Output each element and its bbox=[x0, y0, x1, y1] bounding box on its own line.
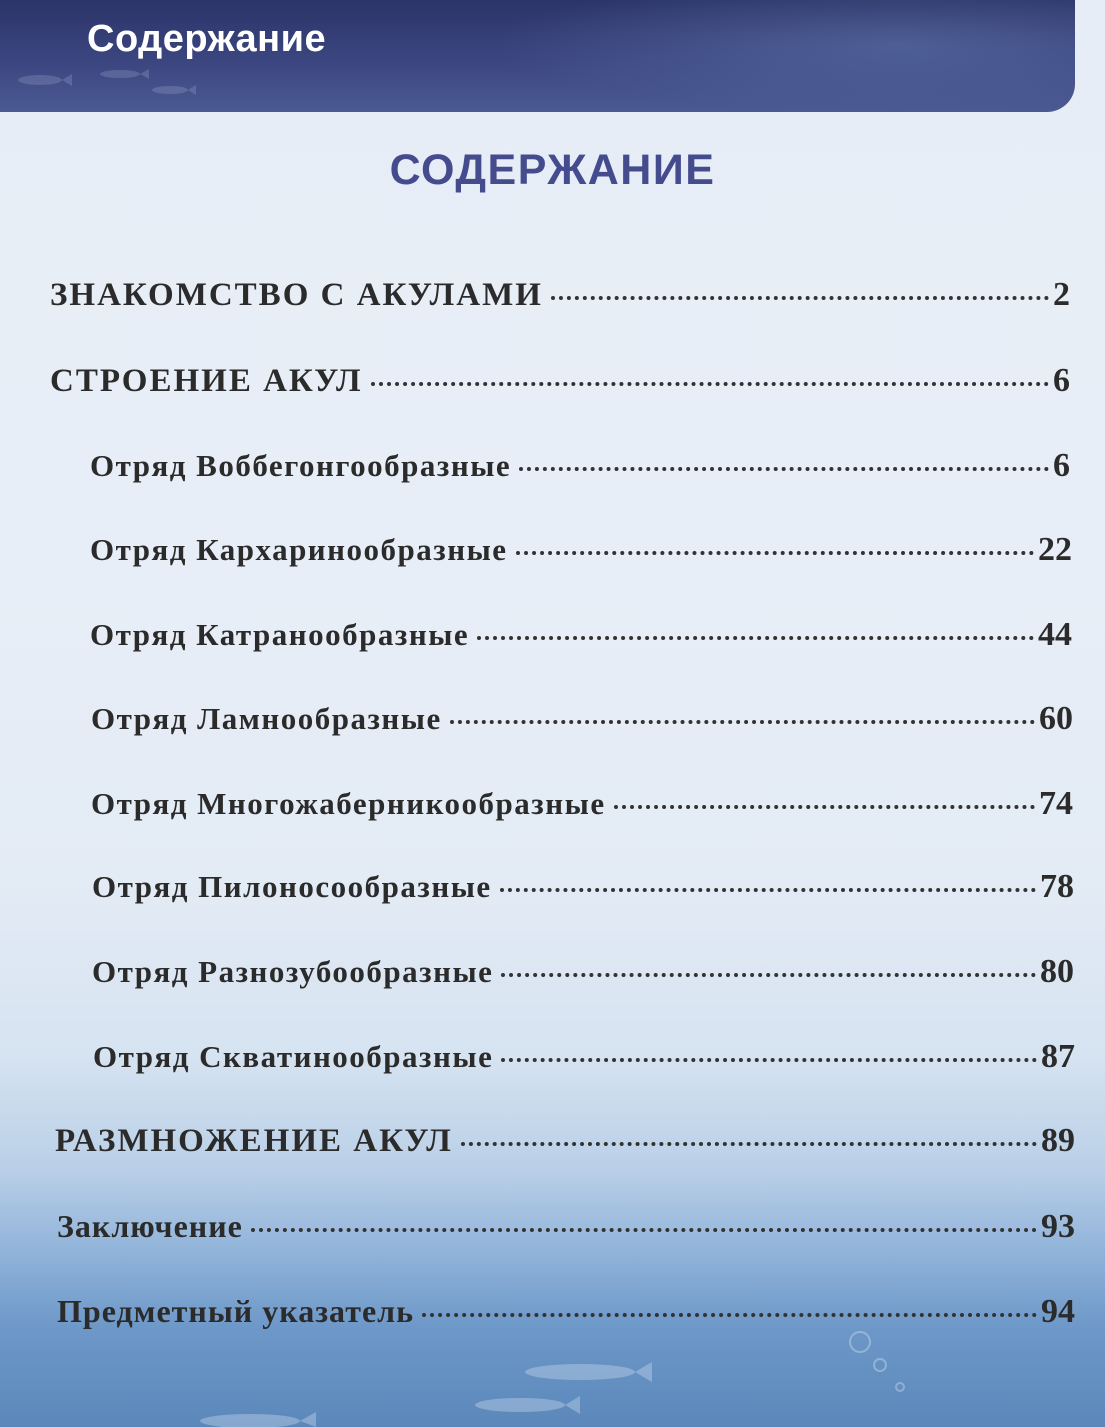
toc-entry[interactable] bbox=[91, 785, 1073, 833]
dot-leader bbox=[614, 805, 1035, 809]
toc-entry-page: 44 bbox=[1038, 616, 1072, 653]
toc-entry-label: Отряд Ламнообразные bbox=[91, 701, 442, 736]
toc-entry[interactable] bbox=[92, 868, 1074, 916]
toc-entry-page: 80 bbox=[1040, 953, 1074, 990]
toc-entry[interactable] bbox=[57, 1208, 1075, 1256]
dot-leader bbox=[501, 973, 1036, 977]
fish-school-icon bbox=[0, 1317, 1105, 1427]
toc-entry-label: РАЗМНОЖЕНИЕ АКУЛ bbox=[55, 1123, 453, 1159]
toc-entry[interactable] bbox=[50, 276, 1070, 324]
dot-leader bbox=[519, 467, 1049, 471]
dot-leader bbox=[516, 551, 1034, 555]
toc-entry-page: 22 bbox=[1038, 531, 1072, 568]
fish-school-icon bbox=[10, 60, 210, 100]
toc-entry-label: Отряд Кархаринообразные bbox=[90, 532, 508, 567]
header-title: Содержание bbox=[87, 18, 327, 60]
toc-entry[interactable] bbox=[55, 1122, 1075, 1170]
toc-entry-page: 2 bbox=[1053, 276, 1070, 313]
toc-entry-page: 60 bbox=[1039, 700, 1073, 737]
page-header bbox=[0, 0, 1075, 112]
toc-entry[interactable] bbox=[91, 700, 1073, 748]
dot-leader bbox=[477, 636, 1034, 640]
toc-entry[interactable] bbox=[50, 362, 1070, 410]
toc-entry-page: 89 bbox=[1041, 1122, 1075, 1159]
toc-entry-label: СТРОЕНИЕ АКУЛ bbox=[50, 363, 363, 399]
dot-leader bbox=[461, 1142, 1037, 1146]
dot-leader bbox=[450, 720, 1035, 724]
toc-entry-page: 6 bbox=[1053, 362, 1070, 399]
toc-entry-page: 74 bbox=[1039, 785, 1073, 822]
toc-entry-label: Заключение bbox=[57, 1208, 243, 1244]
dot-leader bbox=[501, 1058, 1037, 1062]
toc-entry[interactable] bbox=[90, 616, 1072, 664]
toc-entry-label: Предметный указатель bbox=[57, 1293, 415, 1329]
dot-leader bbox=[500, 888, 1036, 892]
toc-entry[interactable] bbox=[90, 531, 1072, 579]
toc-entry-page: 78 bbox=[1040, 868, 1074, 905]
header-water-texture bbox=[484, 0, 1075, 112]
toc-entry-page: 93 bbox=[1041, 1208, 1075, 1245]
dot-leader bbox=[251, 1228, 1037, 1232]
toc-heading: СОДЕРЖАНИЕ bbox=[389, 146, 716, 194]
toc-entry[interactable] bbox=[90, 447, 1070, 495]
toc-entry-page: 87 bbox=[1041, 1038, 1075, 1075]
toc-entry-page: 6 bbox=[1053, 447, 1070, 484]
toc-entry-label: Отряд Катранообразные bbox=[90, 617, 470, 652]
dot-leader bbox=[551, 296, 1049, 300]
toc-entry-label: Отряд Пилоносообразные bbox=[92, 869, 492, 904]
toc-entry-label: Отряд Многожаберникообразные bbox=[91, 786, 606, 821]
toc-entry-label: Отряд Воббегонгообразные bbox=[90, 448, 512, 483]
toc-entry-label: ЗНАКОМСТВО С АКУЛАМИ bbox=[50, 277, 543, 313]
toc-entry-page: 94 bbox=[1041, 1293, 1075, 1330]
toc-entry[interactable] bbox=[93, 1038, 1075, 1086]
toc-entry-label: Отряд Разнозубообразные bbox=[92, 954, 494, 989]
toc-entry-label: Отряд Скватинообразные bbox=[93, 1039, 494, 1074]
dot-leader bbox=[371, 382, 1049, 386]
toc-entry[interactable] bbox=[92, 953, 1074, 1001]
